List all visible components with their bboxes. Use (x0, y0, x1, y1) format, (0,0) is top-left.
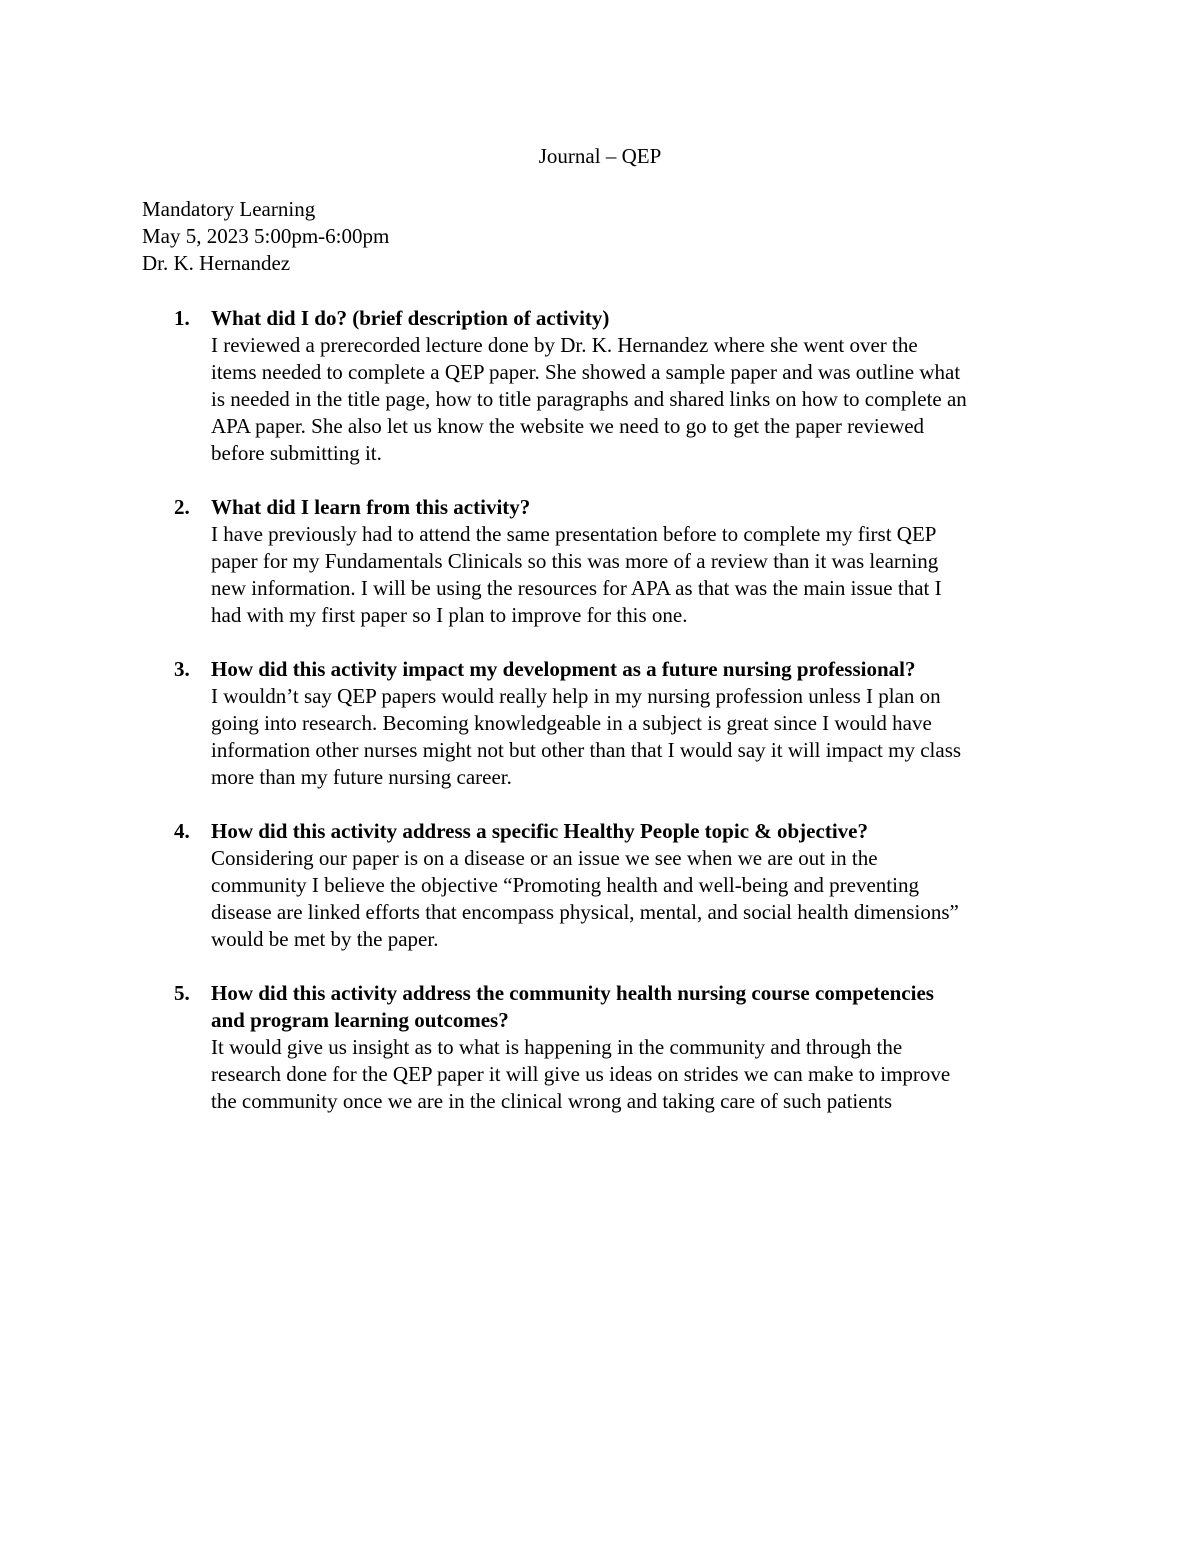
answer-line: paper for my Fundamentals Clinicals so this was more of a review than it was learning (211, 549, 939, 573)
instructor-name: Dr. K. Hernandez (142, 251, 291, 275)
item-body (211, 818, 1071, 953)
answer-line: new information. I will be using the resources for APA as that was the main issue that I (211, 576, 942, 600)
answer-line: more than my future nursing career. (211, 765, 512, 789)
answer-line: I wouldn’t say QEP papers would really help in my nursing profession unless I plan on (211, 684, 941, 708)
answer-text (211, 845, 1071, 953)
item-body (211, 980, 1071, 1115)
course-name: Mandatory Learning (142, 197, 316, 221)
document-meta (142, 196, 1042, 277)
answer-line: information other nurses might not but other than that I would say it will impact my class (211, 738, 962, 762)
list-item (0, 494, 1200, 629)
item-body (211, 494, 1071, 629)
item-body (211, 656, 1071, 791)
answer-line: I reviewed a prerecorded lecture done by Dr. K. Hernandez where she went over the (211, 333, 918, 357)
answer-line: APA paper. She also let us know the website we need to go to get the paper reviewed (211, 414, 925, 438)
answer-line: It would give us insight as to what is happening in the community and through the (211, 1035, 903, 1059)
answer-line: is needed in the title page, how to title paragraphs and shared links on how to complete an (211, 387, 967, 411)
answer-text (211, 332, 1071, 467)
question-text (211, 818, 1071, 845)
item-body (211, 305, 1071, 467)
answer-line: before submitting it. (211, 441, 382, 465)
item-number: 3. (174, 657, 190, 681)
answer-line: community I believe the objective “Promoting health and well-being and preventing (211, 873, 919, 897)
answer-line: the community once we are in the clinical wrong and taking care of such patients (211, 1089, 893, 1113)
answer-line: disease are linked efforts that encompass physical, mental, and social health dimensions” (211, 900, 959, 924)
question-text (211, 305, 1071, 332)
session-datetime: May 5, 2023 5:00pm-6:00pm (142, 224, 390, 248)
answer-line: would be met by the paper. (211, 927, 439, 951)
answer-line: research done for the QEP paper it will give us ideas on strides we can make to improve (211, 1062, 951, 1086)
answer-line: items needed to complete a QEP paper. She showed a sample paper and was outline what (211, 360, 961, 384)
question-line: How did this activity address a specific Healthy People topic & objective? (211, 819, 868, 843)
list-item (0, 656, 1200, 791)
list-item (0, 305, 1200, 467)
answer-line: Considering our paper is on a disease or an issue we see when we are out in the (211, 846, 878, 870)
question-text (211, 980, 1071, 1034)
item-number: 1. (174, 306, 190, 330)
item-number: 2. (174, 495, 190, 519)
question-text (211, 656, 1071, 683)
question-line: How did this activity address the community health nursing course competencies (211, 981, 934, 1005)
answer-text (211, 683, 1071, 791)
list-item (0, 818, 1200, 953)
question-line: What did I do? (brief description of activity) (211, 306, 610, 330)
answer-text (211, 1034, 1071, 1115)
answer-line: had with my first paper so I plan to improve for this one. (211, 603, 688, 627)
question-line: What did I learn from this activity? (211, 495, 531, 519)
question-line: and program learning outcomes? (211, 1008, 509, 1032)
question-line: How did this activity impact my development as a future nursing professional? (211, 657, 916, 681)
answer-line: I have previously had to attend the same presentation before to complete my first QEP (211, 522, 937, 546)
question-list (0, 305, 1200, 1142)
document-title: Journal – QEP (538, 144, 662, 168)
item-number: 4. (174, 819, 190, 843)
answer-text (211, 521, 1071, 629)
list-item (0, 980, 1200, 1115)
question-text (211, 494, 1071, 521)
item-number: 5. (174, 981, 190, 1005)
answer-line: going into research. Becoming knowledgeable in a subject is great since I would have (211, 711, 932, 735)
